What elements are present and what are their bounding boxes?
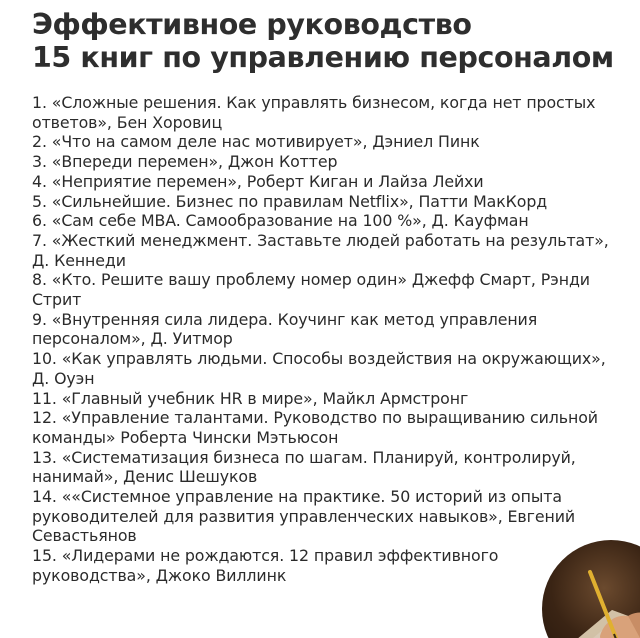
list-item: 12. «Управление талантами. Руководство по выращиванию сильной команды» Роберта Чински Мэтьюсон: [32, 408, 598, 447]
list-item: 8. «Кто. Решите вашу проблему номер один» Джефф Смарт, Рэнди Стрит: [32, 270, 590, 310]
page-title: [32, 8, 614, 74]
list-item: 10. «Как управлять людьми. Способы воздействия на окружающих», Д. Оуэн: [32, 349, 606, 388]
list-item: 15. «Лидерами не рождаются. 12 правил эффективного руководства», Джоко Виллинк: [32, 546, 499, 585]
list-item: 14. ««Системное управление на практике. 50 историй из опыта руководителей для развития управленческих навыков», Евгений Севастьянов: [32, 487, 576, 546]
list-item: 5. «Сильнейшие. Бизнес по правилам Netflix», Патти МакКорд: [32, 191, 548, 211]
list-item: 9. «Внутренняя сила лидера. Коучинг как метод управления персоналом», Д. Уитмор: [32, 309, 538, 349]
list-item: 3. «Впереди перемен», Джон Коттер: [32, 152, 338, 172]
book-list: [32, 93, 618, 586]
title-line-2: 15 книг по управлению персоналом: [32, 41, 614, 74]
list-item: 4. «Неприятие перемен», Роберт Киган и Лайза Лейхи: [32, 171, 484, 191]
list-item: 1. «Сложные решения. Как управлять бизнесом, когда нет простых ответов», Бен Хоровиц: [32, 93, 596, 132]
list-item: 2. «Что на самом деле нас мотивирует», Дэниел Пинк: [32, 132, 480, 152]
title-line-1: Эффективное руководство: [32, 8, 472, 41]
list-item: 13. «Систематизация бизнеса по шагам. Планируй, контролируй, нанимай», Денис Шешуков: [32, 447, 576, 487]
list-item: 6. «Сам себе MBA. Самообразование на 100 %», Д. Кауфман: [32, 211, 529, 231]
list-item: 11. «Главный учебник HR в мире», Майкл Армстронг: [32, 388, 469, 408]
list-item: 7. «Жесткий менеджмент. Заставьте людей работать на результат», Д. Кеннеди: [32, 230, 609, 270]
